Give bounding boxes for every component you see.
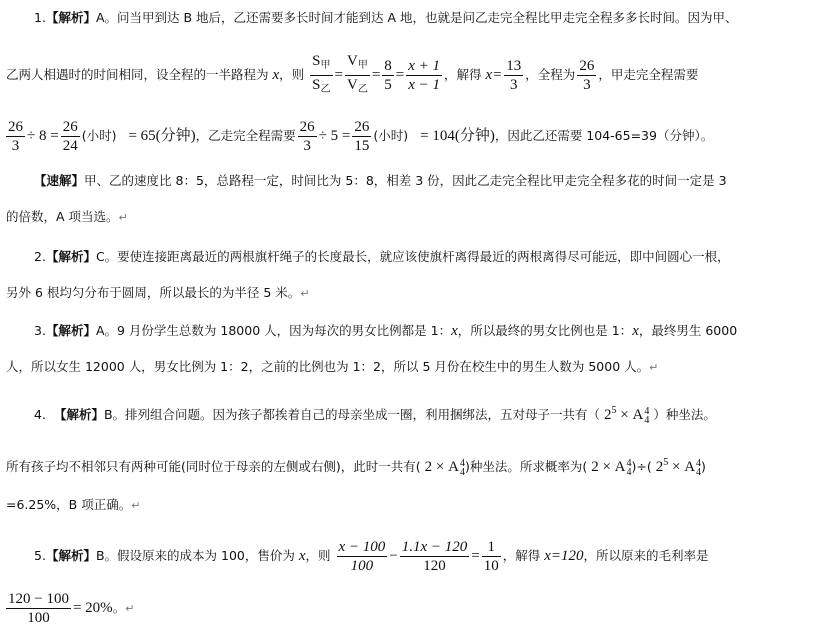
perm-expr-4: $2^5 \times A$ 4 4 bbox=[655, 457, 702, 478]
q4-line-2: 所有孩子均不相邻只有两种可能(同时位于母亲的左侧或右侧)，此时一共有( 2 × A 4 4 )种坐法。所求概率为( 2 × A 4 4 )÷( $2^5 \times A$ 4 4 ) bbox=[6, 457, 706, 478]
var-x: x bbox=[272, 67, 280, 83]
q1-text-2d: ，全程为 bbox=[525, 67, 576, 82]
q5-line-2: $\frac{120 - 100}{100}$ = 20%。↵ bbox=[8, 591, 135, 626]
q1-text-1: A。问当甲到达 B 地后，乙还需要多长时间才能到达 A 地，也就是问乙走完全程比甲走完全程多多长时间。因为甲、 bbox=[95, 10, 738, 25]
q1-line-1 bbox=[34, 9, 738, 27]
perm-expr-2: 2 × A 4 4 bbox=[424, 457, 465, 478]
frac-26-15: $\frac{26}{15}$ bbox=[354, 119, 370, 154]
q1-text-4: 甲、乙的速度比 8：5，总路程一定，时间比为 5：8，相差 3 份，因此乙走完全程比甲走完全程多花的时间一定是 3 bbox=[84, 173, 727, 188]
q1-text-2e: ，甲走完全程需要 bbox=[598, 67, 699, 82]
q2-text-1: C。要使连接距离最近的两根旗杆绳子的长度最长，就应该使旗杆离得最近的两根离得尽可能远，即中间圆心一根， bbox=[95, 249, 730, 264]
q3-text-2: 人，所以女生 12000 人，男女比例为 1：2，之前的比例也为 1：2，所以 5 月份在校生中的男生人数为 5000 人。 bbox=[6, 359, 650, 374]
q3-line-1: 3.【解析】A。9 月份学生总数为 18000 人，因为每次的男女比例都是 1：x，所以最终的男女比例也是 1：x，最终男生 6000 bbox=[34, 323, 738, 339]
q1-text-2c: ，解得 bbox=[444, 67, 486, 82]
q1-line-2: 乙两人相遇时的时间相同，设全程的一半路程为 x，则 $\frac{S_甲}{S_乙}$ = $\frac{V_甲}{V_乙}$ = $\frac{8}{5}$ = $\frac{x + 1}{x - 1}$ ，解得 x= $\frac{13}{3}$ ，全程为 $\frac{26}{3}$ ，甲走完全程需要 bbox=[6, 52, 698, 99]
q1-text-5: 的倍数，A 项当选。 bbox=[6, 209, 119, 224]
q1-text-2b: ，则 bbox=[279, 67, 305, 82]
q2-line-2: 另外 6 根均匀分布于圆周，所以最长的为半径 5 米。↵ bbox=[6, 285, 310, 300]
frac-q5-3: $\frac{1}{10}$ bbox=[483, 539, 499, 574]
frac-26-24: $\frac{26}{24}$ bbox=[62, 119, 78, 154]
q1-line-3: $\frac{26}{3}$ ÷ 8 = $\frac{26}{24}$ (小时) = 65(分钟)，乙走完全程需要 $\frac{26}{3}$ ÷ 5 = $\frac{26}{15}$ (小时) = 104(分钟)，因此乙还需要 104-65=39（分钟）。 bbox=[8, 119, 714, 154]
q5-line-1: 5.【解析】B。假设原来的成本为 100，售价为 x，则 $\frac{x - 100}{100}$ − $\frac{1.1x - 120}{120}$ = $\frac{1}{10}$ ，解得 x=120，所以原来的毛利率是 bbox=[34, 539, 709, 574]
frac-26-3c: $\frac{26}{3}$ bbox=[299, 119, 315, 154]
q3-line-2: 人，所以女生 12000 人，男女比例为 1：2，之前的比例也为 1：2，所以 5 月份在校生中的男生人数为 5000 人。↵ bbox=[6, 359, 659, 374]
frac-26-3b: $\frac{26}{3}$ bbox=[8, 119, 23, 154]
frac-q5-1: $\frac{x - 100}{100}$ bbox=[338, 539, 386, 574]
q2-text-2: 另外 6 根均匀分布于圆周，所以最长的为半径 5 米。 bbox=[6, 285, 301, 300]
q2-line-1: 2.【解析】C。要使连接距离最近的两根旗杆绳子的长度最长，就应该使旗杆离得最近的两根离得尽可能远，即中间圆心一根， bbox=[34, 249, 730, 264]
q1-text-2a: 乙两人相遇时的时间相同，设全程的一半路程为 bbox=[6, 67, 273, 82]
q1-line-4 bbox=[34, 172, 727, 190]
x-eq: x= bbox=[485, 67, 503, 83]
q1-tag: 【解析】 bbox=[45, 10, 96, 25]
q1-tag2: 【速解】 bbox=[34, 173, 85, 188]
ratio-v: $\frac{V_甲}{V_乙}$ bbox=[346, 53, 368, 95]
q1-number: 1. bbox=[34, 10, 46, 25]
frac-x: $\frac{x + 1}{x - 1}$ bbox=[408, 58, 441, 93]
q1-line-5: 的倍数，A 项当选。↵ bbox=[6, 209, 128, 224]
ratio-s: $\frac{S_甲}{S_乙}$ bbox=[312, 53, 331, 95]
q4-text-3: =6.25%，B 项正确。 bbox=[6, 497, 132, 512]
q4-line-1: 4. 【解析】B。排列组合问题。因为孩子都挨着自己的母亲坐成一圈，利用捆绑法，五对母子一共有（ $2^5 \times A$ 4 4 ）种坐法。 bbox=[34, 405, 716, 426]
frac-q5-4: $\frac{120 - 100}{100}$ bbox=[8, 591, 69, 626]
perm-expr-3: 2 × A 4 4 bbox=[591, 457, 632, 478]
q4-line-3: =6.25%，B 项正确。↵ bbox=[6, 497, 141, 512]
perm-expr-1: $2^5 \times A$ 4 4 bbox=[604, 405, 650, 426]
frac-26-3: $\frac{26}{3}$ bbox=[579, 58, 595, 93]
frac-q5-2: $\frac{1.1x - 120}{120}$ bbox=[401, 539, 468, 574]
frac-8-5: $\frac{8}{5}$ bbox=[384, 58, 392, 93]
frac-13-3: $\frac{13}{3}$ bbox=[506, 58, 522, 93]
